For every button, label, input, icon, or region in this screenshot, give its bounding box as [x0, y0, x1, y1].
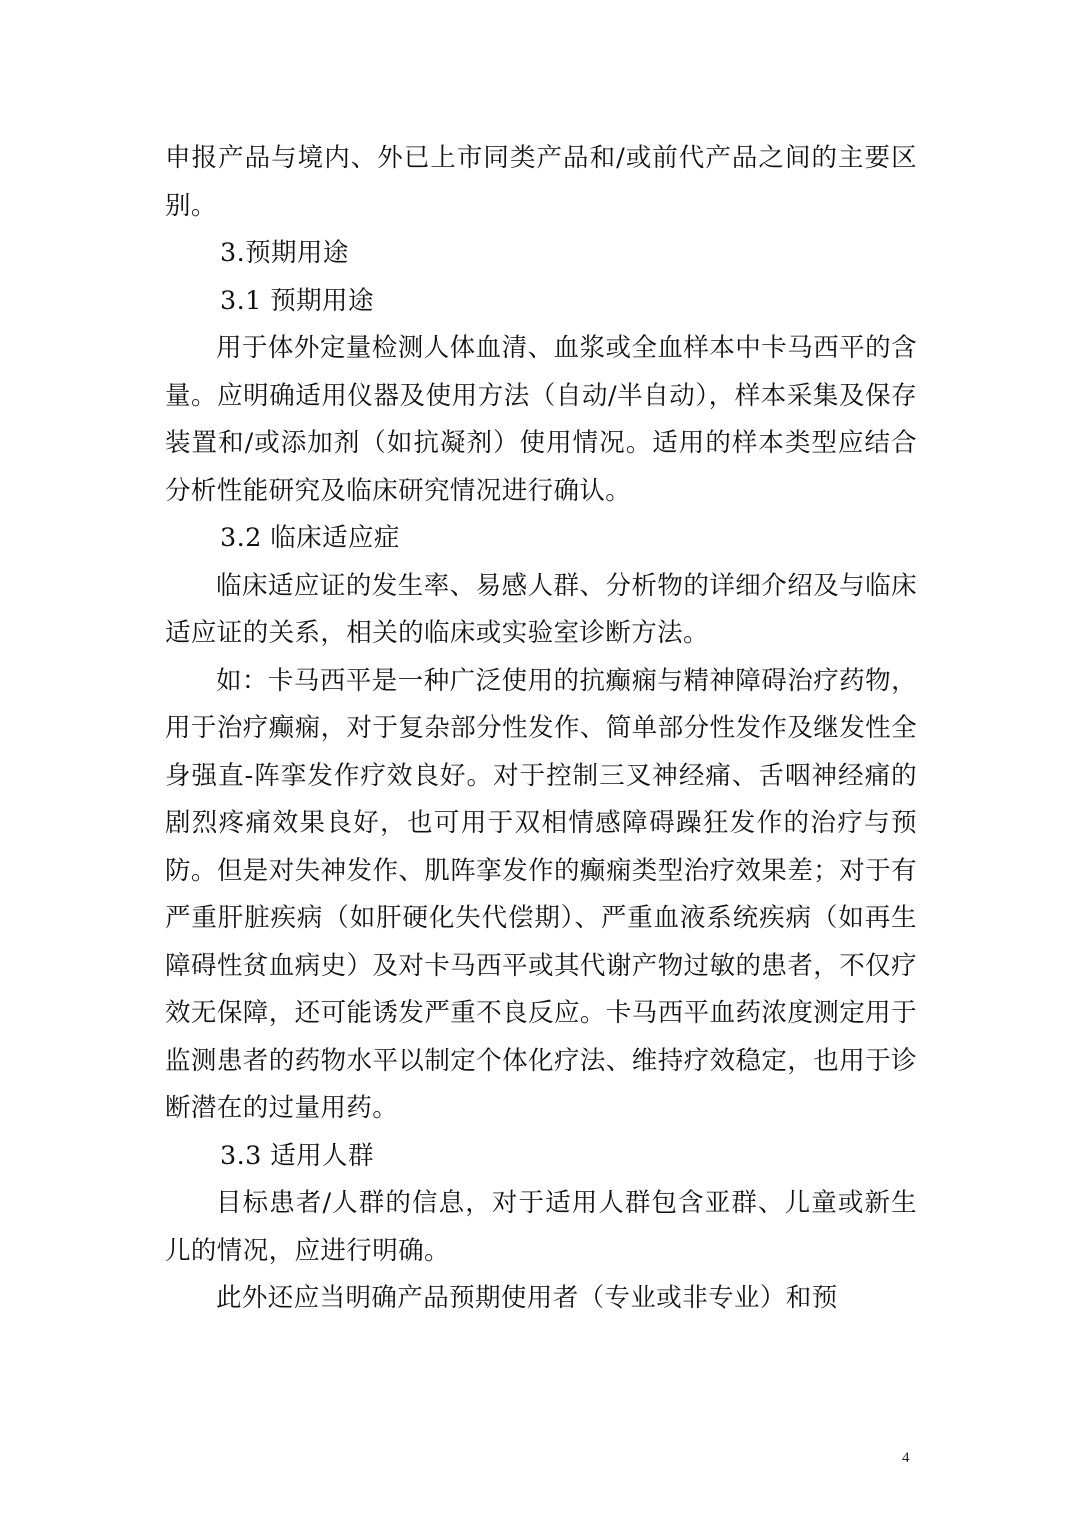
paragraph-intended-use: 用于体外定量检测人体血清、血浆或全血样本中卡马西平的含量。应明确适用仪器及使用方法（自动/半自动），样本采集及保存装置和/或添加剂（如抗凝剂）使用情况。适用的样本类型应结合分析性能研究及临床研究情况进行确认。	[165, 333, 917, 506]
heading-intended-use-3-1: 3.1 预期用途	[220, 285, 374, 316]
page-content	[165, 135, 917, 1323]
heading-target-population: 3.3 适用人群	[220, 1140, 374, 1171]
page-number: 4	[902, 1450, 910, 1466]
heading-intended-use: 3.预期用途	[220, 238, 349, 268]
paragraph-carbamazepine-example: 如：卡马西平是一种广泛使用的抗癫痫与精神障碍治疗药物，用于治疗癫痫，对于复杂部分性发作、简单部分性发作及继发性全身强直-阵挛发作疗效良好。对于控制三叉神经痛、舌咽神经痛的剧烈疼痛效果良好，也可用于双相情感障碍躁狂发作的治疗与预防。但是对失神发作、肌阵挛发作的癫痫类型治疗效果差；对于有严重肝脏疾病（如肝硬化失代偿期）、严重血液系统疾病（如再生障碍性贫血病史）及对卡马西平或其代谢产物过敏的患者，不仅疗效无保障，还可能诱发严重不良反应。卡马西平血药浓度测定用于监测患者的药物水平以制定个体化疗法、维持疗效稳定，也用于诊断潜在的过量用药。	[165, 665, 917, 1123]
paragraph-target-population: 目标患者/人群的信息，对于适用人群包含亚群、儿童或新生儿的情况，应进行明确。	[165, 1188, 917, 1266]
heading-clinical-indications: 3.2 临床适应症	[220, 523, 400, 553]
paragraph-intended-users: 此外还应当明确产品预期使用者（专业或非专业）和预	[216, 1283, 838, 1313]
paragraph-differences: 申报产品与境内、外已上市同类产品和/或前代产品之间的主要区别。	[165, 143, 917, 221]
paragraph-clinical-indications: 临床适应证的发生率、易感人群、分析物的详细介绍及与临床适应证的关系，相关的临床或实验室诊断方法。	[165, 570, 917, 648]
